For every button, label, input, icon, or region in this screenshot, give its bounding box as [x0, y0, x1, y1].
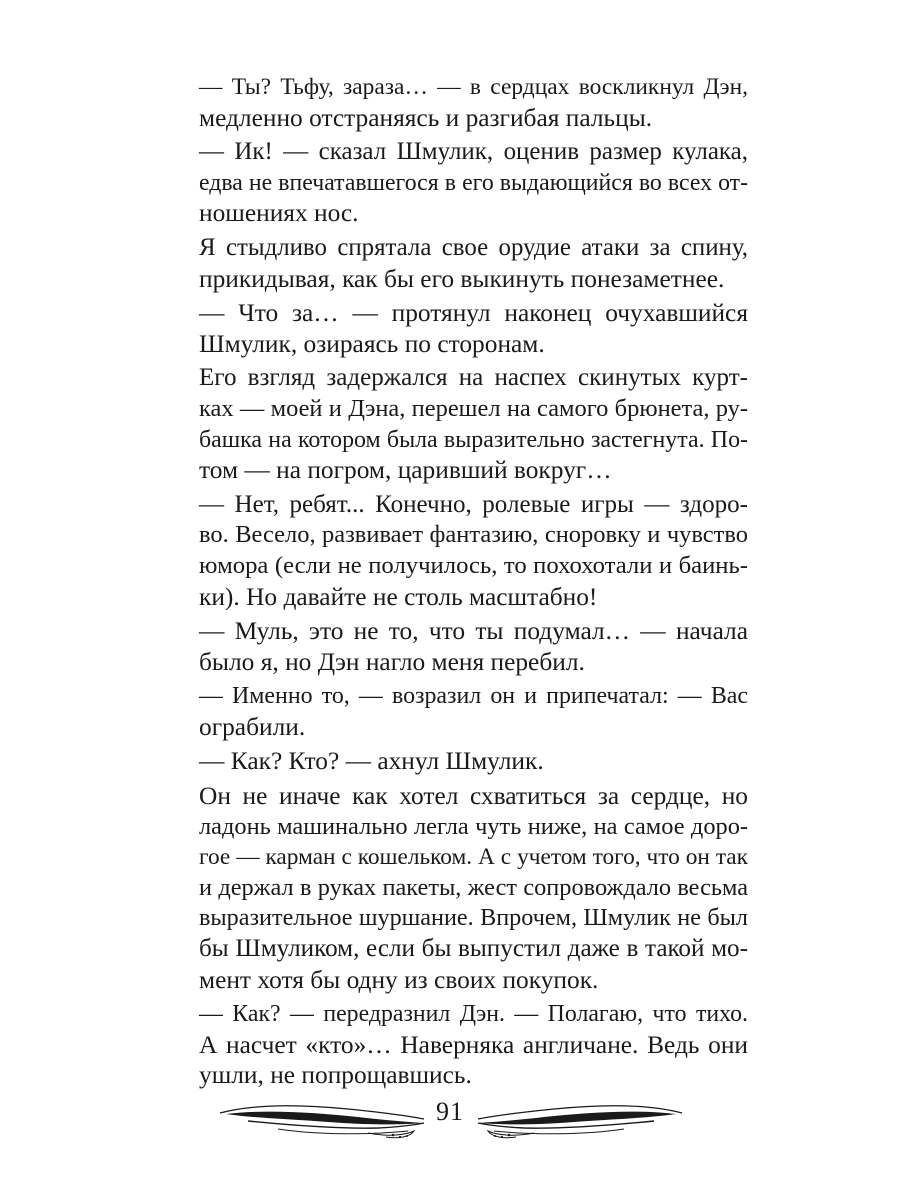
page-footer [0, 1095, 900, 1155]
text-line: том — на погром, царивший вокруг… [199, 456, 612, 485]
text-line: медленно отстраняясь и разгибая пальцы. [199, 103, 653, 132]
text-line: Я стыдливо спрятала свое орудие атаки за спину, [199, 233, 748, 261]
text-line: Он не иначе как хотел схватиться за сердце, но [199, 782, 748, 811]
page-number: 91 [436, 1097, 464, 1126]
text-line: А насчет «кто»… Наверняка англичане. Ведь они [199, 1030, 748, 1059]
paragraph-5 [172, 363, 748, 485]
text-line: юмора (если не получилось, то похохотали и баинь- [199, 551, 748, 579]
paragraph-6 [172, 490, 748, 612]
text-line: гое — карман с кошельком. А с учетом того, что он так [199, 844, 748, 871]
text-line: — Что за… — протянул наконец очухавшийся [199, 299, 748, 328]
text-line: ушли, не попрощавшись. [199, 1061, 472, 1090]
text-line: ограбили. [199, 712, 306, 741]
paragraph-4 [172, 298, 748, 359]
text-line: — Именно то, — возразил он и припечатал: — Вас [199, 683, 748, 710]
paragraph-11 [172, 999, 748, 1091]
text-line: Его взгляд задержался на наспех скинутых курт- [199, 364, 748, 392]
text-line: во. Весело, развивает фантазию, сноровку и чувство [199, 521, 748, 549]
text-line: — Ик! — сказал Шмулик, оценив размер кулака, [199, 138, 748, 166]
text-line: ки). Но давайте не столь масштабно! [199, 582, 598, 611]
text-line: едва не впечатавшегося в его выдающийся во всех от- [199, 169, 748, 196]
paragraph-9 [172, 746, 748, 777]
body-text [172, 72, 748, 1091]
text-line: было я, но Дэн нагло меня перебил. [199, 647, 585, 676]
flourish-right-icon [474, 1095, 684, 1141]
text-line: мент хотя бы одну из своих покупок. [199, 965, 599, 994]
text-line: — Нет, ребят... Конечно, ролевые игры — здоро- [199, 490, 748, 518]
text-line: — Ты? Тьфу, зараза… — в сердцах воскликнул Дэн, [199, 74, 748, 100]
text-line: Шмулик, озираясь по сторонам. [199, 329, 545, 358]
paragraph-3 [172, 233, 748, 294]
text-line: выразительное шуршание. Впрочем, Шмулик не был [199, 904, 748, 932]
text-line: — Как? Кто? — ахнул Шмулик. [199, 747, 544, 776]
paragraph-10 [172, 781, 748, 995]
text-line: прикидывая, как бы его выкинуть понезаметнее. [199, 264, 725, 293]
text-line: — Как? — передразнил Дэн. — Полагаю, что тихо. [199, 1001, 748, 1028]
text-line: ношениях нос. [199, 199, 359, 228]
text-line: и держал в руках пакеты, жест сопровождало весьма [199, 873, 748, 901]
paragraph-1 [172, 72, 748, 133]
text-line: бы Шмуликом, если бы выпустил даже в такой мо- [199, 935, 748, 963]
text-line: ладонь машинально легла чуть ниже, на самое доро- [199, 812, 748, 840]
text-line: ках — моей и Дэна, перешел на самого брюнета, ру- [199, 394, 748, 422]
paragraph-8 [172, 681, 748, 742]
paragraph-7 [172, 616, 748, 677]
text-line: башка на котором была выразительно застегнута. По- [199, 426, 748, 453]
text-line: — Муль, это не то, что ты подумал… — начала [199, 617, 748, 646]
paragraph-2 [172, 137, 748, 229]
